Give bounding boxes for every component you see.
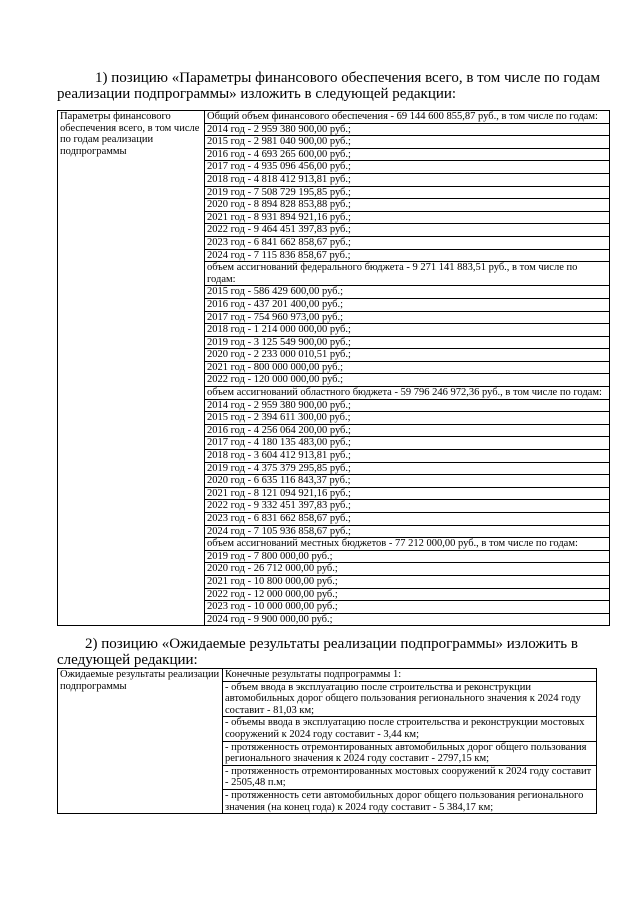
financing-line: 2015 год - 586 429 600,00 руб.; xyxy=(205,285,609,298)
financing-line: объем ассигнований местных бюджетов - 77 212 000,00 руб., в том числе по годам: xyxy=(205,537,609,550)
financing-line: 2021 год - 8 121 094 921,16 руб.; xyxy=(205,487,609,500)
results-row xyxy=(58,669,597,814)
financing-line: 2014 год - 2 959 380 900,00 руб.; xyxy=(205,123,609,136)
result-line: - протяженность отремонтированных автомобильных дорог общего пользования регионального значения к 2024 году составит - 2797,15 км; xyxy=(223,741,596,765)
results-label: Ожидаемые результаты реализации подпрограммы xyxy=(60,669,220,692)
financing-label-cell xyxy=(58,111,205,626)
financing-line: 2022 год - 12 000 000,00 руб.; xyxy=(205,588,609,601)
financing-line: 2018 год - 3 604 412 913,81 руб.; xyxy=(205,449,609,462)
financing-line: 2017 год - 4 935 096 456,00 руб.; xyxy=(205,160,609,173)
financing-lines xyxy=(205,111,609,625)
result-line: - протяженность отремонтированных мостовых сооружений к 2024 году составит - 2505,48 п.м; xyxy=(223,765,596,789)
financing-line: 2024 год - 7 115 836 858,67 руб.; xyxy=(205,249,609,262)
financing-line: 2019 год - 7 508 729 195,85 руб.; xyxy=(205,186,609,199)
results-values-cell xyxy=(223,669,597,814)
financing-line: 2014 год - 2 959 380 900,00 руб.; xyxy=(205,399,609,412)
section1-intro-text: 1) позицию «Параметры финансового обеспечения всего, в том числе по годам реализации подпрограммы» изложить в следующей редакции: xyxy=(57,70,601,102)
financing-line: 2015 год - 2 981 040 900,00 руб.; xyxy=(205,135,609,148)
financing-line: 2024 год - 9 900 000,00 руб.; xyxy=(205,613,609,626)
results-label-cell xyxy=(58,669,223,814)
financing-line: 2023 год - 6 831 662 858,67 руб.; xyxy=(205,512,609,525)
section1-intro xyxy=(57,70,613,102)
financing-line: 2016 год - 437 201 400,00 руб.; xyxy=(205,298,609,311)
financing-row xyxy=(58,111,610,626)
financing-line: 2022 год - 120 000 000,00 руб.; xyxy=(205,373,609,386)
financing-line: Общий объем финансового обеспечения - 69 144 600 855,87 руб., в том числе по годам: xyxy=(207,111,598,122)
financing-line: 2022 год - 9 332 451 397,83 руб.; xyxy=(205,499,609,512)
result-line: - объемы ввода в эксплуатацию после строительства и реконструкции мостовых сооружений к 2024 году составит - 3,44 км; xyxy=(223,716,596,740)
section2-intro-text: 2) позицию «Ожидаемые результаты реализации подпрограммы» изложить в следующей редакции: xyxy=(57,636,578,668)
financing-line: 2019 год - 3 125 549 900,00 руб.; xyxy=(205,336,609,349)
financing-line: 2021 год - 800 000 000,00 руб.; xyxy=(205,361,609,374)
financing-line: 2017 год - 754 960 973,00 руб.; xyxy=(205,311,609,324)
financing-line: 2020 год - 8 894 828 853,88 руб.; xyxy=(205,198,609,211)
financing-line: объем ассигнований федерального бюджета - 9 271 141 883,51 руб., в том числе по годам: xyxy=(205,261,609,285)
financing-line: объем ассигнований областного бюджета - 59 796 246 972,36 руб., в том числе по годам: xyxy=(205,386,609,399)
financing-line: 2023 год - 6 841 662 858,67 руб.; xyxy=(205,236,609,249)
result-line: - протяженность сети автомобильных дорог общего пользования регионального значения (на конец года) к 2024 году составит - 5 384,17 км; xyxy=(223,789,596,813)
results-table xyxy=(57,668,597,814)
financing-values-cell xyxy=(205,111,610,626)
financing-line: 2021 год - 8 931 894 921,16 руб.; xyxy=(205,211,609,224)
financing-line: 2016 год - 4 693 265 600,00 руб.; xyxy=(205,148,609,161)
financing-line: 2019 год - 7 800 000,00 руб.; xyxy=(205,550,609,563)
financing-line: 2023 год - 10 000 000,00 руб.; xyxy=(205,600,609,613)
financing-line: 2022 год - 9 464 451 397,83 руб.; xyxy=(205,223,609,236)
financing-table xyxy=(57,110,610,626)
section2-intro xyxy=(57,636,613,668)
financing-line: 2020 год - 26 712 000,00 руб.; xyxy=(205,562,609,575)
financing-line: 2016 год - 4 256 064 200,00 руб.; xyxy=(205,424,609,437)
financing-line: 2021 год - 10 800 000,00 руб.; xyxy=(205,575,609,588)
financing-line: 2017 год - 4 180 135 483,00 руб.; xyxy=(205,436,609,449)
financing-label: Параметры финансового обеспечения всего, в том числе по годам реализации подпрограммы xyxy=(60,111,200,157)
financing-line: 2015 год - 2 394 611 300,00 руб.; xyxy=(205,411,609,424)
result-line: Конечные результаты подпрограммы 1: xyxy=(225,669,402,680)
financing-line: 2018 год - 1 214 000 000,00 руб.; xyxy=(205,323,609,336)
financing-line: 2020 год - 2 233 000 010,51 руб.; xyxy=(205,348,609,361)
financing-line: 2019 год - 4 375 379 295,85 руб.; xyxy=(205,462,609,475)
results-lines xyxy=(223,669,596,813)
financing-line: 2018 год - 4 818 412 913,81 руб.; xyxy=(205,173,609,186)
result-line: - объем ввода в эксплуатацию после строительства и реконструкции автомобильных дорог общего пользования регионального значения к 2024 году составит - 81,03 км; xyxy=(223,681,596,717)
financing-line: 2020 год - 6 635 116 843,37 руб.; xyxy=(205,474,609,487)
financing-line: 2024 год - 7 105 936 858,67 руб.; xyxy=(205,525,609,538)
